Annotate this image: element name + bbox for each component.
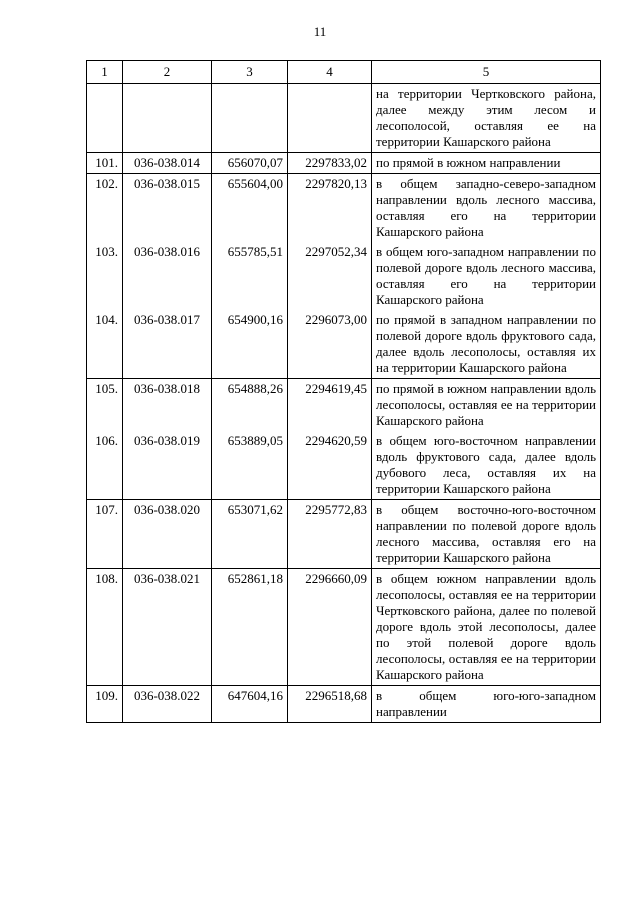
point-code: 036-038.022 (123, 686, 212, 723)
coordinate-x: 654900,16 (212, 310, 288, 379)
coordinate-x: 655785,51 (212, 242, 288, 310)
point-code: 036-038.014 (123, 153, 212, 174)
coordinate-x: 656070,07 (212, 153, 288, 174)
table-row (87, 686, 601, 723)
coordinate-y: 2296518,68 (288, 686, 372, 723)
coordinate-x: 654888,26 (212, 379, 288, 432)
coordinate-y: 2294620,59 (288, 431, 372, 500)
coordinate-y: 2295772,83 (288, 500, 372, 569)
boundary-points-table (86, 60, 601, 723)
row-number: 109. (87, 686, 123, 723)
route-description: по прямой в западном направлении по полевой дороге вдоль фруктового сада, далее вдоль лесополосы, оставляя их на территории Кашарского района (372, 310, 601, 379)
coordinate-x: 653071,62 (212, 500, 288, 569)
row-number: 103. (87, 242, 123, 310)
coordinate-x: 647604,16 (212, 686, 288, 723)
coordinate-y: 2294619,45 (288, 379, 372, 432)
point-code: 036-038.017 (123, 310, 212, 379)
coordinate-y: 2297820,13 (288, 174, 372, 243)
route-description: по прямой в южном направлении вдоль лесополосы, оставляя ее на территории Кашарского района (372, 379, 601, 432)
column-header-4: 4 (288, 61, 372, 84)
coordinate-y: 2297833,02 (288, 153, 372, 174)
table-row (87, 431, 601, 500)
table-row (87, 174, 601, 243)
point-code: 036-038.018 (123, 379, 212, 432)
point-code: 036-038.016 (123, 242, 212, 310)
table-row (87, 310, 601, 379)
point-code: 036-038.020 (123, 500, 212, 569)
route-description: в общем юго-юго-западном направлении (372, 686, 601, 723)
row-number: 104. (87, 310, 123, 379)
page-number: 11 (313, 24, 327, 39)
route-description: в общем юго-восточном направлении вдоль фруктового сада, далее вдоль дубового леса, оставляя их на территории Кашарского района (372, 431, 601, 500)
row-number: 106. (87, 431, 123, 500)
table-row (87, 379, 601, 432)
point-code: 036-038.019 (123, 431, 212, 500)
table-header-row (87, 61, 601, 84)
route-description: в общем западно-северо-западном направлении вдоль лесного массива, оставляя его на территории Кашарского района (372, 174, 601, 243)
route-description: в общем юго-западном направлении по полевой дороге вдоль лесного массива, оставляя его на территории Кашарского района (372, 242, 601, 310)
route-description: в общем южном направлении вдоль лесополосы, оставляя ее на территории Чертковского района, далее по полевой дороге вдоль этой лесополосы, далее по этой полевой дороге вдоль лесополосы, оставляя ее на территории Кашарского района (372, 569, 601, 686)
column-header-1: 1 (87, 61, 123, 84)
point-code: 036-038.021 (123, 569, 212, 686)
coordinate-x: 655604,00 (212, 174, 288, 243)
continuation-row (87, 84, 601, 153)
coordinate-y: 2296660,09 (288, 569, 372, 686)
coordinate-x: 653889,05 (212, 431, 288, 500)
column-header-2: 2 (123, 61, 212, 84)
column-header-5: 5 (372, 61, 601, 84)
row-number: 108. (87, 569, 123, 686)
row-number: 105. (87, 379, 123, 432)
coordinate-y: 2297052,34 (288, 242, 372, 310)
row-number: 101. (87, 153, 123, 174)
column-header-3: 3 (212, 61, 288, 84)
table-row (87, 153, 601, 174)
table-row (87, 500, 601, 569)
row-number: 102. (87, 174, 123, 243)
continuation-description: на территории Чертковского района, далее между этим лесом и лесополосой, оставляя ее на территории Кашарского района (372, 84, 601, 153)
route-description: по прямой в южном направлении (372, 153, 601, 174)
coordinate-x: 652861,18 (212, 569, 288, 686)
coordinate-y: 2296073,00 (288, 310, 372, 379)
table-row (87, 242, 601, 310)
table-row (87, 569, 601, 686)
point-code: 036-038.015 (123, 174, 212, 243)
row-number: 107. (87, 500, 123, 569)
route-description: в общем восточно-юго-восточном направлении по полевой дороге вдоль лесного массива, оставляя его на территории Кашарского района (372, 500, 601, 569)
